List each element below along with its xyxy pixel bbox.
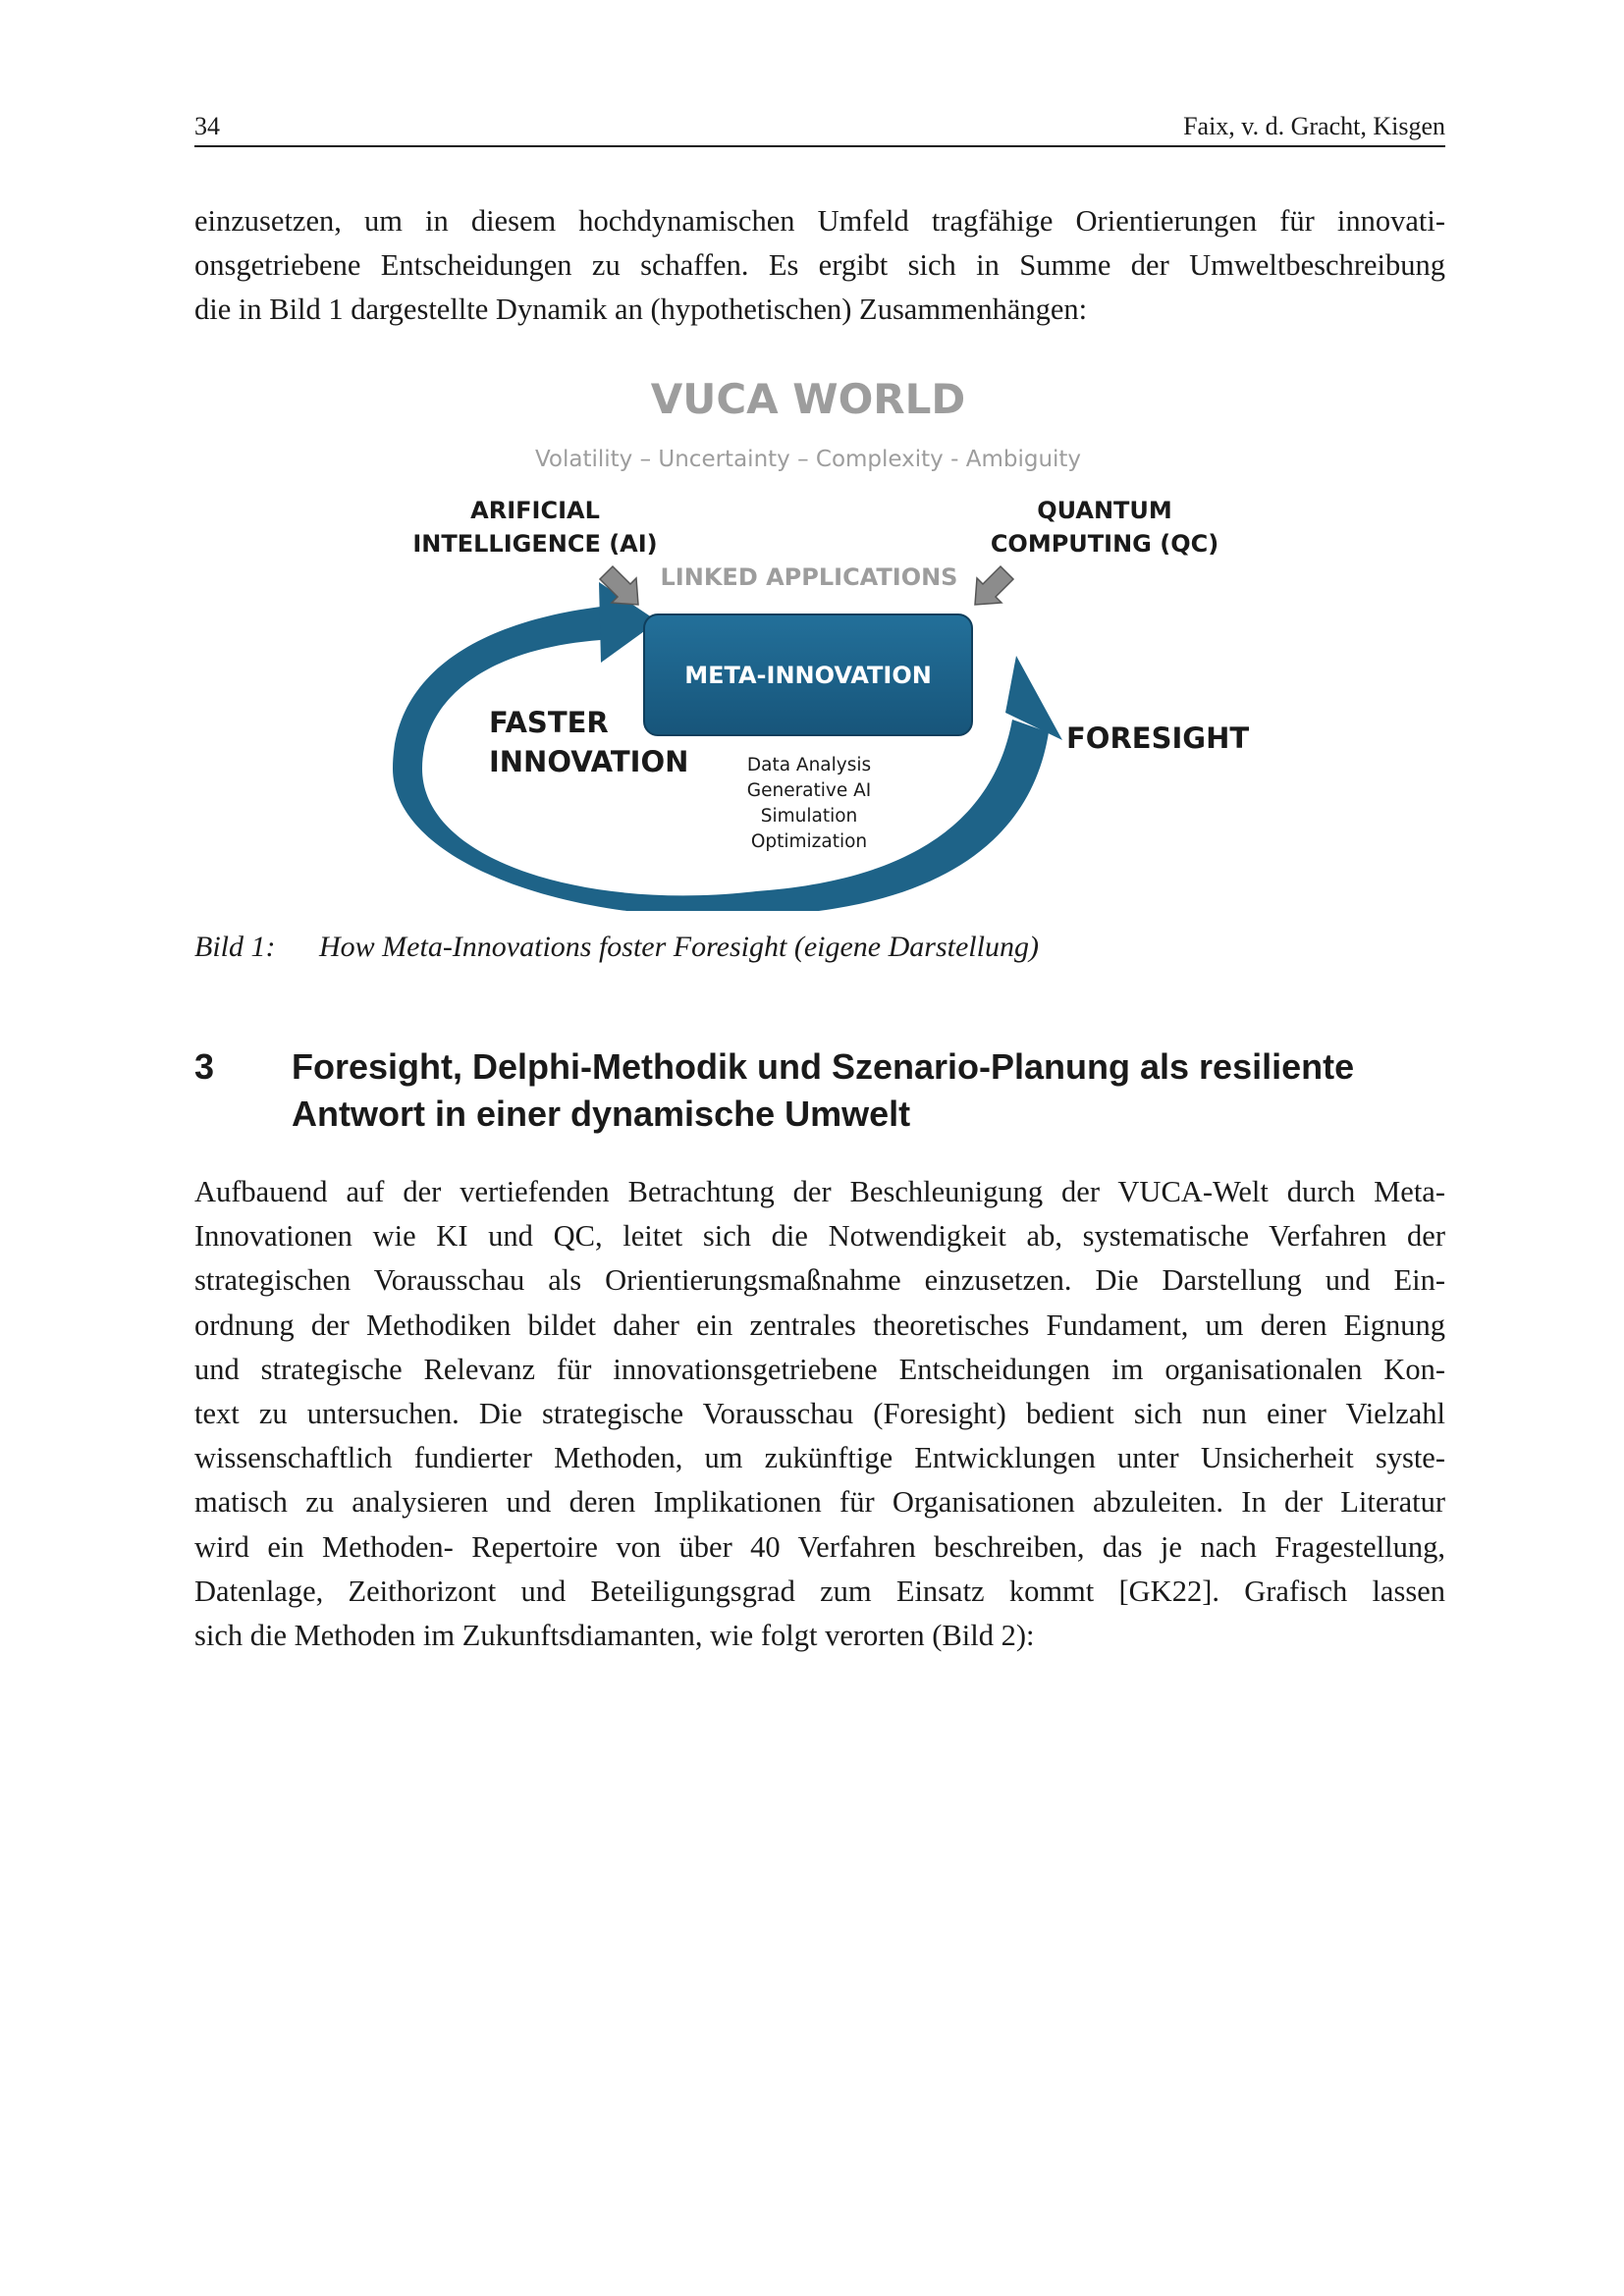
caption-text: How Meta-Innovations foster Foresight (eigene Darstellung)	[319, 931, 1039, 963]
section-title-line2: Antwort in einer dynamische Umwelt	[292, 1094, 911, 1134]
running-header	[194, 110, 1445, 147]
text-line: onsgetriebene Entscheidungen zu schaffen. Es ergibt sich in Summe der Umweltbeschreibung	[194, 248, 1445, 283]
meta-innovation-label: META-INNOVATION	[684, 662, 932, 689]
figure-title: VUCA WORLD	[650, 375, 966, 423]
method-item: Data Analysis	[746, 755, 872, 775]
body-paragraph	[194, 1170, 1445, 1658]
vuca-diagram	[383, 361, 1267, 911]
text-line: ordnung der Methodiken bildet daher ein zentrales theoretisches Fundament, um deren Eignung	[194, 1308, 1445, 1342]
running-header-authors: Faix, v. d. Gracht, Kisgen	[1183, 112, 1445, 140]
text-line: text zu untersuchen. Die strategische Vorausschau (Foresight) bedient sich nun einer Vielzahl	[194, 1397, 1445, 1431]
text-line: Innovationen wie KI und QC, leitet sich die Notwendigkeit ab, systematische Verfahren der	[194, 1219, 1445, 1254]
caption-label: Bild 1:	[194, 931, 276, 963]
linked-applications-label: LINKED APPLICATIONS	[660, 563, 958, 591]
ai-label-line2: INTELLIGENCE (AI)	[412, 530, 658, 558]
section-title-line1: Foresight, Delphi-Methodik und Szenario-Planung als resiliente	[292, 1046, 1355, 1087]
text-line: wissenschaftlich fundierter Methoden, um zukünftige Entwicklungen unter Unsicherheit syste-	[194, 1441, 1445, 1475]
section-number: 3	[194, 1046, 215, 1087]
foresight-label: FORESIGHT	[1066, 721, 1250, 755]
text-line: sich die Methoden im Zukunftsdiamanten, wie folgt verorten (Bild 2):	[194, 1619, 1035, 1653]
text-line: strategischen Vorausschau als Orientierungsmaßnahme einzusetzen. Die Darstellung und Ein-	[194, 1263, 1445, 1298]
text-line: Aufbauend auf der vertiefenden Betrachtung der Beschleunigung der VUCA-Welt durch Meta-	[194, 1175, 1445, 1208]
method-item: Simulation	[760, 806, 858, 827]
page-number: 34	[194, 112, 220, 140]
vuca-figure	[383, 361, 1267, 911]
text-line: Datenlage, Zeithorizont und Beteiligungsgrad zum Einsatz kommt [GK22]. Grafisch lassen	[194, 1574, 1445, 1608]
ai-label-line1: ARIFICIAL	[470, 497, 600, 524]
faster-innovation-line1: FASTER	[489, 706, 609, 739]
text-line: wird ein Methoden- Repertoire von über 40 Verfahren beschreiben, das je nach Fragestellung,	[194, 1529, 1445, 1564]
method-item: Generative AI	[746, 780, 872, 801]
qc-label-line2: COMPUTING (QC)	[990, 530, 1219, 558]
faster-innovation-line2: INNOVATION	[489, 745, 689, 778]
figure-subtitle: Volatility – Uncertainty – Complexity - Ambiguity	[534, 447, 1082, 472]
text-line: einzusetzen, um in diesem hochdynamischen Umfeld tragfähige Orientierungen für innovati-	[194, 204, 1445, 238]
intro-paragraph	[194, 199, 1445, 333]
text-line: die in Bild 1 dargestellte Dynamik an (hypothetischen) Zusammenhängen:	[194, 293, 1088, 327]
text-line: matisch zu analysieren und deren Implikationen für Organisationen abzuleiten. In der Literatur	[194, 1485, 1445, 1520]
text-line: und strategische Relevanz für innovationsgetriebene Entscheidungen im organisationalen Kon-	[194, 1352, 1445, 1386]
method-item: Optimization	[750, 831, 868, 852]
qc-arrow-icon	[975, 566, 1013, 605]
qc-label-line1: QUANTUM	[1037, 497, 1172, 524]
